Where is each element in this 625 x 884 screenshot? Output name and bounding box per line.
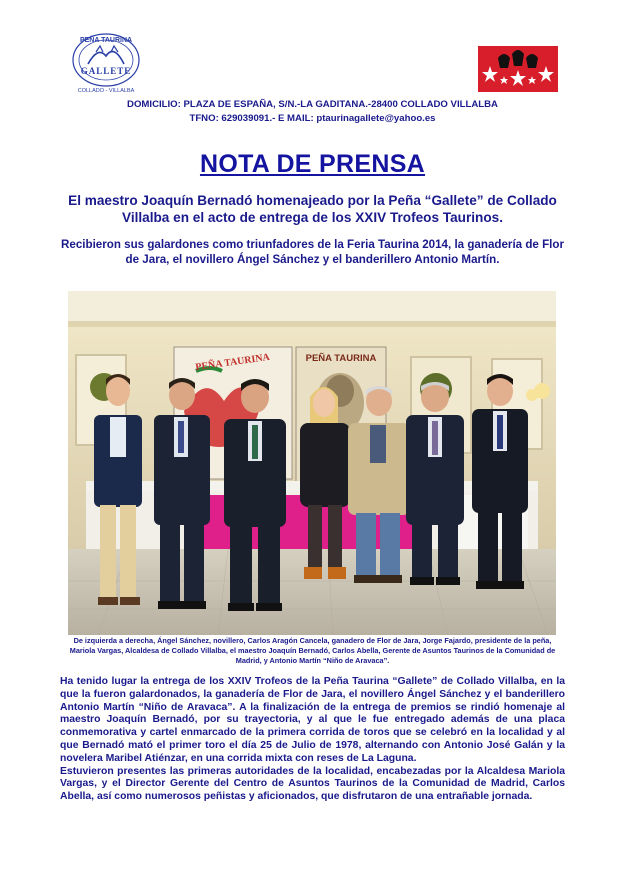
svg-text:GALLETE: GALLETE bbox=[80, 66, 132, 76]
comunidad-madrid-flag-logo bbox=[478, 46, 558, 92]
svg-text:PEÑA TAURINA: PEÑA TAURINA bbox=[79, 37, 133, 44]
subtitle: El maestro Joaquín Bernadó homenajeado por la Peña “Gallete” de Collado Villalba en el acto de entrega de los XXIV Trofeos Taurinos. bbox=[68, 193, 557, 225]
body-paragraph-2: Estuvieron presentes las primeras autoridades de la localidad, encabezadas por la Alcaldesa Mariola Vargas, y el Director Gerente del Centro de Asuntos Taurinos de la Comunidad de Madrid, Carlos Abella, así como numerosos peñistas y aficionados, que disfrutaron de una entrañable jornada. bbox=[60, 765, 565, 803]
photo-caption: De izquierda a derecha, Ángel Sánchez, novillero, Carlos Aragón Cancela, ganadero de Flor de Jara, Jorge Fajardo, presidente de la peña, Mariola Vargas, Alcaldesa de Collado Villalba, el maestro Joaquín Bernadó, Carlos Abella, Gerente de Asuntos Taurinos de la Comunidad de Madrid, y Antonio Martín “Niño de Aravaca”. bbox=[69, 636, 556, 665]
svg-text:PEÑA TAURINA: PEÑA TAURINA bbox=[194, 351, 271, 374]
contact-line: TFNO: 629039091.- E MAIL: ptaurinagallete@yahoo.es bbox=[189, 113, 436, 124]
svg-text:PEÑA TAURINA: PEÑA TAURINA bbox=[305, 353, 377, 364]
pena-taurina-gallete-logo bbox=[66, 30, 146, 94]
group-photo bbox=[68, 291, 556, 635]
page-title: NOTA DE PRENSA bbox=[199, 150, 426, 178]
body-paragraph-1: Ha tenido lugar la entrega de los XXIV Trofeos de la Peña Taurina “Gallete” de Collado Villalba, en la que la fueron galardonados, la ganadería de Flor de Jara, el novillero Ángel Sánchez y el banderillero Antonio Martín “Niño de Aravaca”. A la finalización de la entrega de premios se rindió homenaje al maestro Joaquín Bernadó, por su trayectoria, y al que le fue entregado además de una placa conmemorativa y cartel enmarcado de la primera corrida de toros que se celebró en la localidad y al que Bernadó mató el primer toro el día 25 de Julio de 1978, alternando con Antonio José Galán y la novelera Maribel Atiénzar, en una corrida mixta con reses de La Laguna. bbox=[60, 676, 565, 764]
lead-paragraph: Recibieron sus galardones como triunfadores de la Feria Taurina 2014, la ganadería de Flor de Jara, el novillero Ángel Sánchez y el banderillero Antonio Martín. bbox=[61, 238, 564, 266]
address-line: DOMICILIO: PLAZA DE ESPAÑA, S/N.-LA GADITANA.-28400 COLLADO VILLALBA bbox=[127, 99, 498, 110]
svg-text:COLLADO - VILLALBA: COLLADO - VILLALBA bbox=[77, 88, 135, 94]
article-body bbox=[60, 676, 565, 804]
